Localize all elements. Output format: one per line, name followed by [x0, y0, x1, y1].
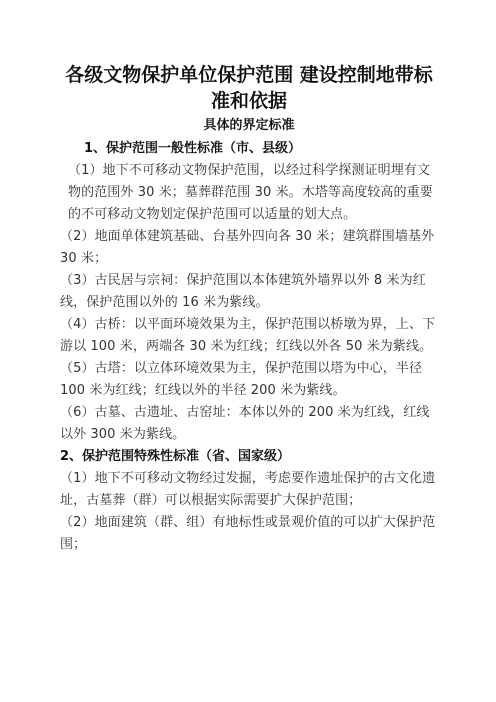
section-1-item-3: （3）古民居与宗祠：保护范围以本体建筑外墙界以外 8 米为红线，保护范围以外的 16 米为紫线。 [60, 273, 426, 310]
section-2-item-2: （2）地面建筑（群、组）有地标性或景观价值的可以扩大保护范围； [60, 515, 436, 552]
section-1-item-6: （6）古墓、古遗址、古窑址：本体以外的 200 米为红线，红线以外 300 米为紫线。 [60, 405, 430, 442]
section-2-item-1: （1）地下不可移动文物经过发掘，考虑要作遗址保护的古文化遗址，古墓葬（群）可以根据实际需要扩大保护范围； [60, 471, 436, 508]
title-line-1: 各级文物保护单位保护范围 建设控制地带标 [65, 64, 433, 86]
title-line-2: 准和依据 [210, 90, 287, 112]
section-1-item-5: （5）古塔：以立体环境效果为主，保护范围以塔为中心，半径 100 米为红线；红线以外的半径 200 米为紫线。 [60, 361, 423, 398]
section-1-item-1: （1）地下不可移动文物保护范围，以经过科学探测证明埋有文物的范围外 30 米；墓葬群范围 30 米。木塔等高度较高的重要的不可移动文物划定保护范围可以适量的划大点。 [68, 163, 433, 222]
document-subtitle: 具体的界定标准 [203, 118, 295, 133]
section-2-heading: 2、保护范围特殊性标准（省、国家级） [60, 449, 291, 464]
section-1-item-4: （4）古桥：以平面环境效果为主，保护范围以桥墩为界，上、下游以 100 米，两端各 30 米为红线；红线以外各 50 米为紫线。 [60, 317, 436, 354]
section-1-heading: 1、保护范围一般性标准（市、县级） [84, 141, 302, 156]
section-1-item-2: （2）地面单体建筑基础、台基外四向各 30 米；建筑群围墙基外 30 米； [60, 229, 435, 266]
document-title [60, 62, 438, 114]
